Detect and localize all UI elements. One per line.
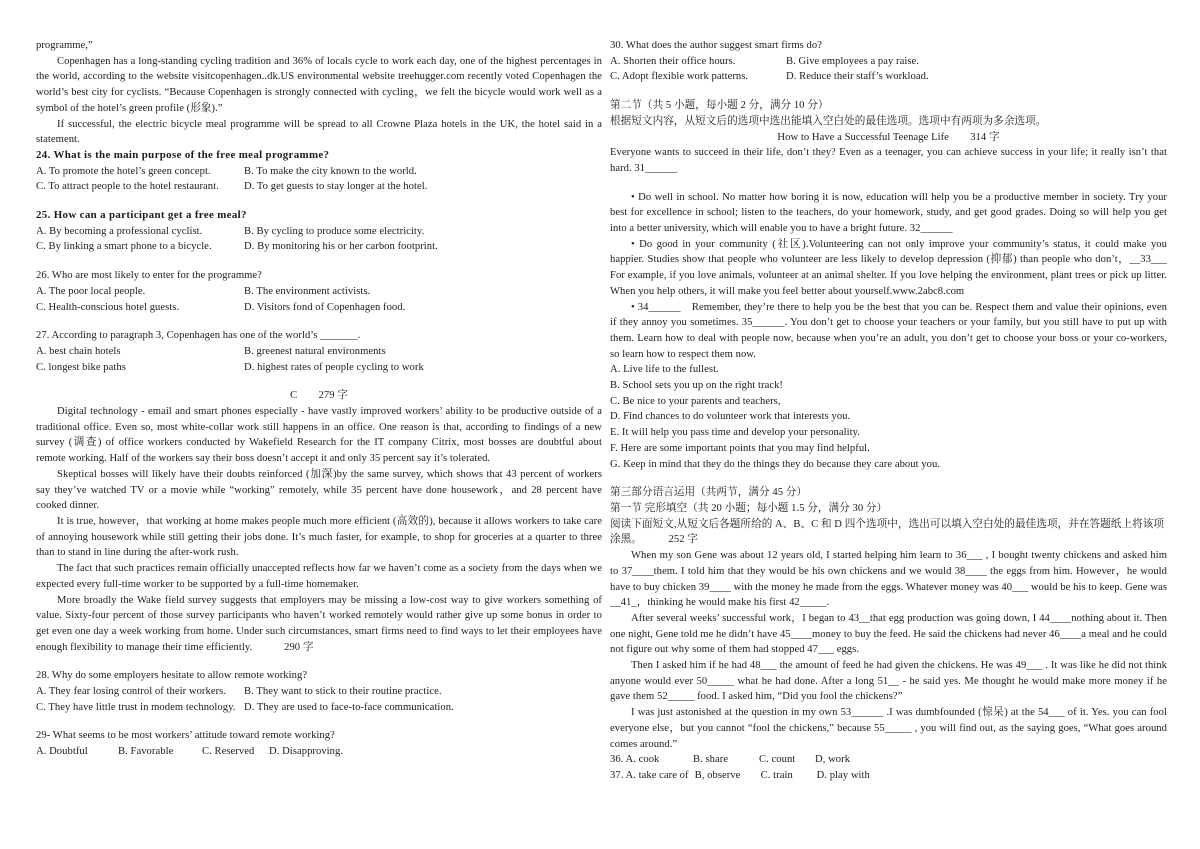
paragraph: Then I asked him if he had 48___ the amount of feed he had given the chickens. He was 49___ . It was like he did not think anyone would ever 50_____ what he had done. After a long 51__ - he said yes. Me thought he would make more money if he gave them 52_____ food. I asked him, “Did you fool the chickens?” xyxy=(610,660,1167,703)
option: D, work xyxy=(815,754,851,766)
option: D. Visitors fond of Copenhagen food. xyxy=(244,301,406,313)
option: B. Favorable xyxy=(118,746,174,758)
option: A. They fear losing control of their workers. xyxy=(36,686,227,698)
choice-item: F. Here are some important points that you may find helpful. xyxy=(610,442,870,454)
option: D. By monitoring his or her carbon footprint. xyxy=(244,241,438,253)
option-row xyxy=(36,360,602,376)
spacer xyxy=(610,85,1167,98)
option: A. Doubtful xyxy=(36,746,88,758)
option-row xyxy=(36,744,602,760)
option: B. By cycling to produce some electricity. xyxy=(244,225,425,237)
option-row xyxy=(610,752,1167,768)
paragraph: • Do well in school. No matter how boring it is now, education will help you be a productive member in society. Try your best for excellence in school; listen to the teachers, do your homework, study, and get good grades. Doing so will help you get into a better university, which will enable you to have a bright future. 32______ xyxy=(610,191,1167,235)
option: D. To get guests to stay longer at the hotel. xyxy=(244,181,428,193)
option-row xyxy=(36,344,602,360)
paragraph: Digital technology - email and smart phones especially - have vastly improved workers’ ability to be productive outside of a traditional office. Even so, most white-collar work still happens in an office. One reason is that, according to findings of a new survey (调查) of office workers conducted by Wakefield Research for the IT company Citrix, most bosses are doubtful about remote working. Half of the workers say their boss doesn’t accept it and only 35 percent say it’s tolerated. xyxy=(36,406,602,465)
right-column xyxy=(610,38,1167,784)
choice-item: C. Be nice to your parents and teachers, xyxy=(610,395,781,407)
cjk-instruction: 阅读下面短文,从短文后各题所给的 A、B、C 和 D 四个选项中，选出可以填入空白处的最佳选项，并在答题纸上将该项涂黑。 252 字 xyxy=(610,518,1165,546)
paragraph: Skeptical bosses will likely have their doubts reinforced (加深)by the same survey, which shows that 43 percent of workers say they’ve watched TV or a movie while “working” remotely, while 35 percent have done housework，and 28 percent have cooked dinner. xyxy=(36,468,602,512)
option: C. They have little trust in modem technology. xyxy=(36,701,236,713)
spacer xyxy=(36,375,602,388)
cjk-instruction: 第一节 完形填空（共 20 小题；每小题 1.5 分，满分 30 分） xyxy=(610,502,888,514)
option: B. Give employees a pay raise. xyxy=(786,55,919,67)
question-line: 24. What is the main purpose of the free meal programme? xyxy=(36,148,330,161)
option: D. highest rates of people cycling to work xyxy=(244,361,424,373)
option: A. best chain hotels xyxy=(36,345,121,357)
choice-item: E. It will help you pass time and develop your personality. xyxy=(610,427,860,439)
spacer xyxy=(610,177,1167,190)
option-row xyxy=(610,69,1167,85)
option-row xyxy=(36,700,602,716)
choice-item: G. Keep in mind that they do the things they do because they care about you. xyxy=(610,458,941,470)
option-row xyxy=(610,768,1167,784)
option: A. Shorten their office hours. xyxy=(610,55,736,67)
paragraph: Copenhagen has a long-standing cycling tradition and 36% of locals cycle to work each day, one of the highest percentages in the world, according to the website visitcopenhagen..dk.US environmental website treehugger.com recently voted Copenhagen the world’s best city for cyclists. “Because Copenhagen is strongly connected with cycling，we felt the bicycle would work well as a symbol of the hotel’s green profile (形象).” xyxy=(36,55,602,114)
section-heading: How to Have a Successful Teenage Life 314 字 xyxy=(777,131,1000,143)
spacer xyxy=(36,255,602,268)
option: B. To make the city known to the world. xyxy=(244,165,417,177)
option: B, observe xyxy=(694,769,741,781)
option-row xyxy=(36,284,602,300)
question-line: 25. How can a participant get a free meal? xyxy=(36,209,247,222)
paragraph: It is true, however，that working at home makes people much more efficient (高效的), because it allows workers to take care of annoying housework while still getting their jobs done. It’s much faster, for example, to shop for groceries at a quarter to three than to stand in line during the after-work rush. xyxy=(36,515,602,559)
option-row xyxy=(36,224,602,240)
paragraph: If successful, the electric bicycle meal programme will be spread to all Crowne Plaza hotels in the UK, the hotel said in a statement. xyxy=(36,118,602,146)
paragraph: Everyone wants to succeed in their life, don’t they? Even as a teenager, you can achieve success in your life; it really isn’t that hard. 31______ xyxy=(610,147,1167,174)
option: C. train xyxy=(760,769,793,781)
cjk-instruction: 第三部分语言运用（共两节，满分 45 分） xyxy=(610,487,808,499)
paragraph: I was just astonished at the question in my own 53______ .I was dumbfounded (惊呆) at the 54___ of it. Yes. you can fool everyone else，but you cannot “fool the chickens,” because 55_____ , you will find out, as the saying goes, “What goes around comes around.” xyxy=(610,707,1167,750)
question-line: 28. Why do some employers hesitate to allow remote working? xyxy=(36,670,308,682)
option: D. Reduce their staff’s workload. xyxy=(786,71,929,83)
choice-item: B. School sets you up on the right track! xyxy=(610,380,783,392)
question-line: 29- What seems to be most workers’ attitude toward remote working? xyxy=(36,730,335,742)
option-row xyxy=(36,684,602,700)
spacer xyxy=(36,315,602,328)
option: A. The poor local people. xyxy=(36,285,146,297)
option: C. Adopt flexible work patterns. xyxy=(610,71,749,83)
option: D. play with xyxy=(816,769,870,781)
question-line: 26. Who are most likely to enter for the programme? xyxy=(36,270,262,282)
option-row xyxy=(36,239,602,255)
option: 36. A. cook xyxy=(610,754,660,766)
option: B. share xyxy=(693,754,729,766)
question-line: 30. What does the author suggest smart firms do? xyxy=(610,40,822,51)
option: C. Reserved xyxy=(202,746,255,758)
option: B. They want to stick to their routine practice. xyxy=(244,686,442,698)
option: B. greenest natural environments xyxy=(244,345,386,357)
option: C. count xyxy=(759,754,796,766)
option-row xyxy=(36,300,602,316)
option-row xyxy=(36,179,602,195)
choice-item: D. Find chances to do volunteer work that interests you. xyxy=(610,411,851,423)
paragraph: The fact that such practices remain officially unaccepted reflects how far we haven’t come as a society from the days when we expected every full-time worker to be supported by a full-time homemaker. xyxy=(36,563,602,590)
option: A. By becoming a professional cyclist. xyxy=(36,225,203,237)
paragraph: When my son Gene was about 12 years old, I started helping him learn to 36___ , I bought twenty chickens and asked him to 37____them. I told him that they would be his own chickens and we would 38____ the eggs from him. However，he would have to buy chicken 39____ with the money he made from the eggs. Whatever money was 40___ would be his to keep. Gene was __41_，thinking he would make his first 42_____. xyxy=(610,550,1167,609)
spacer xyxy=(36,195,602,208)
spacer xyxy=(36,655,602,668)
option: B. The environment activists. xyxy=(244,285,371,297)
option: C. Health-conscious hotel guests. xyxy=(36,301,180,313)
option: C. To attract people to the hotel restaurant. xyxy=(36,181,219,193)
left-column xyxy=(36,38,602,760)
option: C. longest bike paths xyxy=(36,361,126,373)
paragraph: • 34______ Remember, they’re there to help you be the best that you can be. Respect them and value their opinions, even if they annoy you sometimes. 35______. You don’t get to choose your teachers or your family, but you still have to put up with them. Learn how to deal with people now, because when you’re an adult, you don’t get to choose your boss or your co-workers, so learn how to respect them now. xyxy=(610,301,1167,360)
spacer xyxy=(610,472,1167,485)
choice-item: A. Live life to the fullest. xyxy=(610,364,719,376)
option: D. They are used to face-to-face communication. xyxy=(244,701,454,713)
paragraph: More broadly the Wake field survey suggests that employers may be missing a low-cost way to give workers something of value. Sixty-four percent of those survey participants who haven’t worked remotely would rather give up some bonus in order to get even one day a week working from home. Under such circumstances, smart firms need to find ways to let their employees have enough flexibility to manage their time efficiently. 290 字 xyxy=(36,594,602,653)
option: D. Disapproving. xyxy=(269,746,344,758)
paragraph: • Do good in your community (社区).Volunteering can not only improve your community’s status, it could make you happier. Studies show that people who volunteer are less likely to develop depression (抑郁) than people who don’t，__33___ For example, if you love animals, volunteer at an animal shelter. If you love helping the environment, plant trees or pick up litter. When you help others, it will make you feel better about yourself.www.2abc8.com xyxy=(610,238,1167,297)
cjk-instruction: 根据短文内容，从短文后的选项中选出能填入空白处的最佳选项。选项中有两项为多余选项。 xyxy=(610,115,1047,127)
question-line: 27. According to paragraph 3, Copenhagen has one of the world’s _______. xyxy=(36,330,361,342)
cjk-instruction: 第二节（共 5 小题，每小题 2 分，满分 10 分） xyxy=(610,100,829,112)
paragraph: programme,” xyxy=(36,40,93,51)
option: A. To promote the hotel’s green concept. xyxy=(36,165,211,177)
spacer xyxy=(36,715,602,728)
option-row xyxy=(36,164,602,180)
option: 37. A. take care of xyxy=(610,769,689,781)
section-heading: C 279 字 xyxy=(290,390,348,402)
option-row xyxy=(610,54,1167,70)
paragraph: After several weeks’ successful work，I began to 43__that egg production was going down, I 44____nothing about it. Then one night, Gene told me he didn’t have 45____money to buy the feed. He said the chickens had never 46____a meal and he could not figure out why some of them had stopped 47___ eggs. xyxy=(610,612,1167,656)
option: C. By linking a smart phone to a bicycle. xyxy=(36,241,212,253)
